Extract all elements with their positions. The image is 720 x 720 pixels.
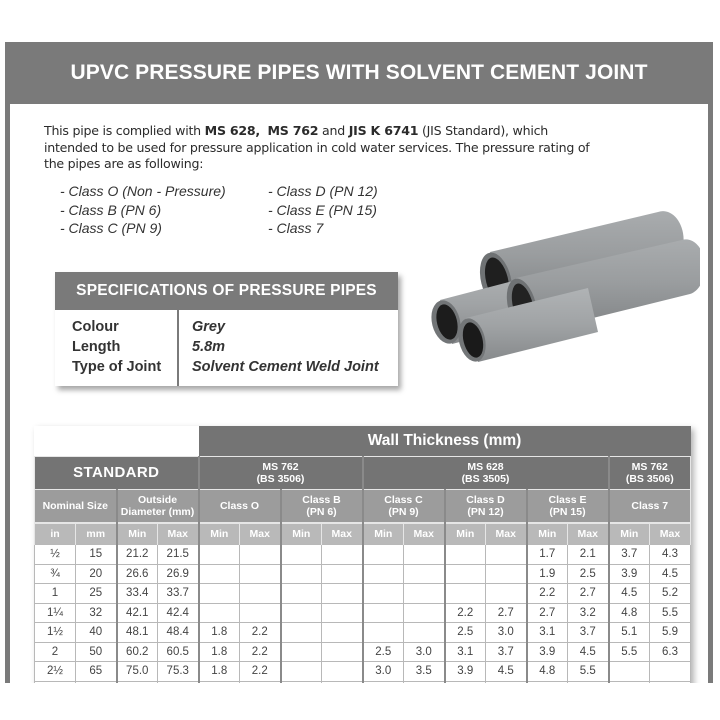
class-item: - Class O (Non - Pressure) — [60, 183, 226, 199]
table-cell — [404, 681, 445, 683]
table-cell: 3.5 — [404, 662, 445, 682]
table-cell: 4.5 — [486, 662, 527, 682]
table-body — [35, 545, 691, 684]
table-cell — [445, 584, 486, 604]
standard-name: MS 762 — [262, 461, 299, 473]
table-cell: 1.8 — [199, 642, 240, 662]
table-cell — [281, 584, 322, 604]
table-cell — [322, 623, 363, 643]
table-cell: 75.0 — [117, 662, 158, 682]
spec-value: Grey — [192, 319, 226, 335]
sub-header: Max — [322, 523, 363, 545]
sub-header: Max — [240, 523, 281, 545]
class-d-header — [445, 490, 527, 524]
table-cell — [322, 662, 363, 682]
table-cell — [240, 584, 281, 604]
header-line: Diameter (mm) — [120, 506, 195, 518]
intro-text: and — [318, 123, 349, 138]
table-cell: 3.9 — [445, 662, 486, 682]
wall-thickness-header: Wall Thickness (mm) — [199, 426, 691, 457]
table-cell: ½ — [35, 545, 76, 565]
table-cell: 1 — [35, 584, 76, 604]
table-cell — [322, 603, 363, 623]
table-cell: 3.1 — [445, 642, 486, 662]
class-pn: (PN 6) — [306, 506, 337, 518]
table-cell — [281, 623, 322, 643]
table-cell: 2.5 — [445, 623, 486, 643]
pipes-image — [420, 200, 700, 375]
table-cell: 48.1 — [117, 623, 158, 643]
table-cell — [363, 545, 404, 565]
table-cell — [363, 564, 404, 584]
table-title-row — [35, 426, 691, 457]
table-cell — [322, 584, 363, 604]
intro-text: (JIS Standard), which intended to be used for pressure application in cold water services. The pressure rating of the pipes are as following: — [44, 123, 590, 171]
standard-name: MS 628 — [467, 461, 504, 473]
table-cell — [240, 603, 281, 623]
class-item: - Class C (PN 9) — [60, 220, 162, 236]
table-cell — [568, 681, 609, 683]
table-cell: 1.8 — [199, 623, 240, 643]
table-cell — [609, 681, 650, 683]
sub-header: Min — [117, 523, 158, 545]
table-row — [35, 642, 691, 662]
table-cell: 15 — [76, 545, 117, 565]
table-cell: 60.2 — [117, 642, 158, 662]
table-row — [35, 584, 691, 604]
table-cell: 2.2 — [240, 642, 281, 662]
min-max-row — [35, 523, 691, 545]
class-name: Class E — [548, 494, 587, 506]
table-cell: 21.2 — [117, 545, 158, 565]
wall-thickness-table — [34, 426, 691, 683]
class-7-header — [609, 490, 691, 524]
table-cell — [363, 603, 404, 623]
table-cell: 33.7 — [158, 584, 199, 604]
standard-ref: (BS 3506) — [256, 473, 305, 485]
table-cell — [199, 564, 240, 584]
table-cell: 26.9 — [158, 564, 199, 584]
table-cell — [527, 681, 568, 683]
table-cell: 2.7 — [568, 584, 609, 604]
class-item: - Class B (PN 6) — [60, 201, 162, 218]
specifications-body — [55, 310, 398, 386]
class-e-header — [527, 490, 609, 524]
table-cell — [404, 603, 445, 623]
outside-diameter-header — [117, 490, 199, 524]
table-row — [35, 681, 691, 683]
table-cell: 3.1 — [527, 623, 568, 643]
table-cell — [650, 681, 691, 683]
spec-label: Colour — [72, 319, 119, 335]
standard-ref: (BS 3505) — [461, 473, 510, 485]
table-cell: 50 — [76, 642, 117, 662]
table-cell: 2.2 — [240, 662, 281, 682]
table-cell: 25 — [76, 584, 117, 604]
table-cell — [281, 603, 322, 623]
intro-text: This pipe is complied with — [44, 123, 205, 138]
sub-header: Max — [404, 523, 445, 545]
specifications-title: SPECIFICATIONS OF PRESSURE PIPES — [55, 272, 398, 310]
table-cell: 1¼ — [35, 603, 76, 623]
table-cell: 32 — [76, 603, 117, 623]
standard-ms762: MS 762 — [267, 123, 319, 138]
table-cell: 2½ — [35, 662, 76, 682]
table-cell: 3.2 — [568, 603, 609, 623]
table-cell: 42.4 — [158, 603, 199, 623]
class-item: - Class E (PN 15) — [268, 201, 377, 218]
table-cell: 2.7 — [527, 603, 568, 623]
table-cell: 20 — [76, 564, 117, 584]
standard-header: STANDARD — [35, 457, 199, 490]
table-row — [35, 662, 691, 682]
class-name: Class C — [384, 494, 423, 506]
table-cell: 4.8 — [527, 662, 568, 682]
table-cell: 3.7 — [568, 623, 609, 643]
standard-ms762-header — [199, 457, 363, 490]
nominal-size-header: Nominal Size — [35, 490, 117, 524]
table-cell: 3.7 — [609, 545, 650, 565]
spec-value: 5.8m — [192, 339, 226, 355]
table-cell — [363, 584, 404, 604]
table-cell — [445, 564, 486, 584]
spec-label: Type of Joint — [72, 359, 162, 375]
table-cell: 2.2 — [527, 584, 568, 604]
table-cell: 65 — [76, 662, 117, 682]
class-o-header — [199, 490, 281, 524]
table-cell: 4.3 — [650, 545, 691, 565]
class-pn: (PN 12) — [467, 506, 504, 518]
class-name: Class O — [219, 500, 260, 512]
table-cell — [363, 681, 404, 683]
table-cell — [199, 603, 240, 623]
table-cell — [363, 623, 404, 643]
table-cell — [486, 681, 527, 683]
table-cell: 3.9 — [527, 642, 568, 662]
table-cell: 48.4 — [158, 623, 199, 643]
table-cell — [322, 545, 363, 565]
class-c-header — [363, 490, 445, 524]
sub-header: in — [35, 523, 76, 545]
table-cell: 75.3 — [158, 662, 199, 682]
table-cell: 33.4 — [117, 584, 158, 604]
table-cell — [486, 545, 527, 565]
table-cell: 1½ — [35, 623, 76, 643]
table-cell: 4.5 — [568, 642, 609, 662]
table-cell — [404, 584, 445, 604]
table-cell: 2.1 — [568, 545, 609, 565]
table-cell: 4.5 — [650, 564, 691, 584]
pressure-class-list — [60, 182, 420, 238]
class-name: Class 7 — [631, 500, 669, 512]
table-cell: 6.3 — [650, 642, 691, 662]
table-cell — [240, 545, 281, 565]
table-cell: 4.8 — [609, 603, 650, 623]
table-cell — [445, 681, 486, 683]
table-cell: 5.5 — [609, 642, 650, 662]
table-cell: 2.2 — [240, 623, 281, 643]
sub-header: mm — [76, 523, 117, 545]
table-cell — [117, 681, 158, 683]
table-cell — [199, 681, 240, 683]
table-cell: 4.5 — [609, 584, 650, 604]
table-cell — [486, 584, 527, 604]
class-header-row — [35, 490, 691, 524]
standards-row — [35, 457, 691, 490]
table-cell: 5.5 — [650, 603, 691, 623]
table-cell: 1.7 — [527, 545, 568, 565]
standard-name: MS 762 — [631, 461, 668, 473]
table-cell: 1.8 — [199, 662, 240, 682]
header-line: Outside — [137, 494, 178, 506]
table-cell — [240, 681, 281, 683]
table-cell — [322, 564, 363, 584]
class-name: Class B — [302, 494, 341, 506]
table-cell — [158, 681, 199, 683]
table-cell: 21.5 — [158, 545, 199, 565]
table-cell: 5.5 — [568, 662, 609, 682]
spec-label: Length — [72, 339, 121, 355]
intro-paragraph — [44, 123, 604, 173]
table-cell — [445, 545, 486, 565]
table-cell: 3.0 — [363, 662, 404, 682]
table-cell — [281, 564, 322, 584]
sub-header: Min — [527, 523, 568, 545]
standard-ms628-header — [363, 457, 609, 490]
table-cell: 2.2 — [445, 603, 486, 623]
class-pn: (PN 9) — [388, 506, 419, 518]
sub-header: Min — [199, 523, 240, 545]
specifications-box — [55, 272, 398, 386]
table-cell — [281, 662, 322, 682]
table-cell: 40 — [76, 623, 117, 643]
standard-ms762-class7-header — [609, 457, 691, 490]
standard-ref: (BS 3506) — [625, 473, 674, 485]
table-cell — [486, 564, 527, 584]
sub-header: Max — [158, 523, 199, 545]
blank-cell — [35, 426, 199, 457]
table-cell: 5.9 — [650, 623, 691, 643]
table-cell: 3.7 — [486, 642, 527, 662]
sub-header: Min — [363, 523, 404, 545]
spec-row-colour — [55, 319, 398, 339]
class-b-header — [281, 490, 363, 524]
table-cell — [404, 545, 445, 565]
table-cell: 3.9 — [609, 564, 650, 584]
table-cell — [650, 662, 691, 682]
table-cell — [404, 623, 445, 643]
table-cell: 60.5 — [158, 642, 199, 662]
sub-header: Max — [486, 523, 527, 545]
table-cell: 3.0 — [486, 623, 527, 643]
table-cell — [199, 584, 240, 604]
table-row — [35, 623, 691, 643]
sub-header: Min — [609, 523, 650, 545]
table-cell: 3.0 — [404, 642, 445, 662]
table-cell — [281, 681, 322, 683]
class-pn: (PN 15) — [549, 506, 586, 518]
table-cell: ¾ — [35, 564, 76, 584]
table-cell: 2.5 — [363, 642, 404, 662]
table-cell: 2.7 — [486, 603, 527, 623]
sub-header: Max — [568, 523, 609, 545]
spec-value: Solvent Cement Weld Joint — [192, 359, 379, 375]
table-cell — [322, 642, 363, 662]
class-item: - Class 7 — [268, 220, 324, 236]
table-cell — [281, 545, 322, 565]
table-cell — [76, 681, 117, 683]
table-cell: 5.1 — [609, 623, 650, 643]
table-cell — [35, 681, 76, 683]
sub-header: Min — [445, 523, 486, 545]
sub-header: Max — [650, 523, 691, 545]
table-row — [35, 545, 691, 565]
table-cell — [322, 681, 363, 683]
table-cell — [281, 642, 322, 662]
table-cell: 5.2 — [650, 584, 691, 604]
table-row — [35, 603, 691, 623]
standard-jis: JIS K 6741 — [348, 123, 419, 138]
spec-row-joint — [55, 359, 398, 379]
table-cell — [404, 564, 445, 584]
class-name: Class D — [466, 494, 505, 506]
table-cell — [199, 545, 240, 565]
standard-ms628: MS 628, — [204, 123, 260, 138]
table-cell — [240, 564, 281, 584]
table-cell: 26.6 — [117, 564, 158, 584]
page-title: UPVC PRESSURE PIPES WITH SOLVENT CEMENT JOINT — [70, 61, 648, 84]
table-cell: 42.1 — [117, 603, 158, 623]
spec-row-length — [55, 339, 398, 359]
sub-header: Min — [281, 523, 322, 545]
table-row — [35, 564, 691, 584]
table-cell: 2 — [35, 642, 76, 662]
table-cell — [609, 662, 650, 682]
class-item: - Class D (PN 12) — [268, 183, 378, 199]
table-cell: 2.5 — [568, 564, 609, 584]
table-cell: 1.9 — [527, 564, 568, 584]
